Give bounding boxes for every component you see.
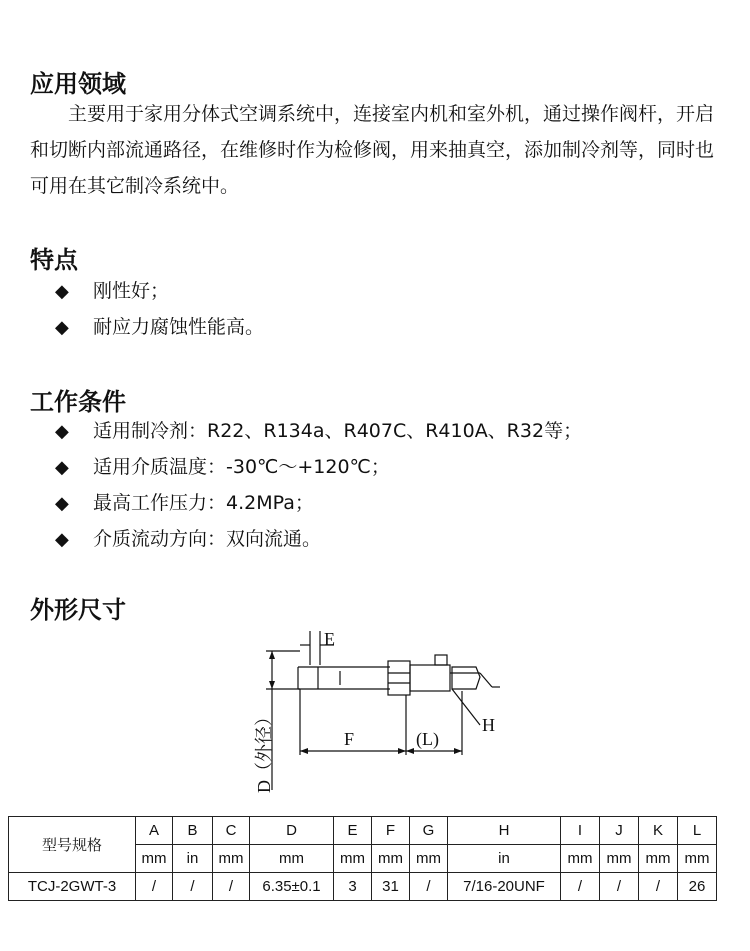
unit-cell: mm (678, 845, 717, 873)
f-label: F (344, 729, 355, 749)
diamond-bullet-icon: ◆ (55, 317, 69, 338)
h-leader-line (452, 689, 480, 725)
column-header: C (213, 817, 250, 845)
features-list (55, 273, 264, 345)
value-cell: 31 (372, 873, 410, 901)
list-item: ◆ 适用介质温度：-30℃～+120℃； (55, 449, 582, 485)
dimensions-title: 外形尺寸 (30, 596, 126, 624)
e-label: E (324, 629, 335, 649)
valve-dimension-drawing (230, 625, 510, 800)
table-row (9, 873, 717, 901)
value-cell: / (173, 873, 213, 901)
value-cell: / (136, 873, 173, 901)
conditions-title: 工作条件 (30, 388, 126, 416)
table-header-row (9, 817, 717, 845)
unit-cell: mm (213, 845, 250, 873)
column-header: J (600, 817, 639, 845)
diamond-bullet-icon: ◆ (55, 421, 69, 442)
application-text: 主要用于家用分体式空调系统中，连接室内机和室外机，通过操作阀杆，开启和切断内部流通路径，在维修时作为检修阀，用来抽真空，添加制冷剂等，同时也可用在其它制冷系统中。 (30, 103, 715, 197)
unit-cell: mm (639, 845, 678, 873)
value-cell: / (213, 873, 250, 901)
value-cell: 7/16-20UNF (448, 873, 561, 901)
unit-cell: mm (136, 845, 173, 873)
diamond-bullet-icon: ◆ (55, 457, 69, 478)
flare-cap (452, 667, 480, 689)
column-header: H (448, 817, 561, 845)
column-header: B (173, 817, 213, 845)
value-cell: / (600, 873, 639, 901)
unit-cell: in (448, 845, 561, 873)
list-item: ◆ 适用制冷剂：R22、R134a、R407C、R410A、R32等； (55, 413, 582, 449)
column-header: I (561, 817, 600, 845)
column-header: E (334, 817, 372, 845)
unit-cell: mm (372, 845, 410, 873)
value-cell: / (561, 873, 600, 901)
l-label: (L) (416, 729, 439, 749)
unit-cell: mm (410, 845, 448, 873)
valve-body (410, 665, 450, 691)
column-header: L (678, 817, 717, 845)
column-header: K (639, 817, 678, 845)
column-header: A (136, 817, 173, 845)
h-label: H (482, 715, 495, 735)
list-item: ◆ 刚性好； (55, 273, 264, 309)
value-cell: 6.35±0.1 (250, 873, 334, 901)
unit-cell: mm (334, 845, 372, 873)
application-paragraph (30, 96, 730, 204)
unit-cell: mm (561, 845, 600, 873)
value-cell: 3 (334, 873, 372, 901)
unit-cell: in (173, 845, 213, 873)
diamond-bullet-icon: ◆ (55, 281, 69, 302)
d-label: D（外径） (254, 708, 274, 793)
application-title: 应用领域 (30, 70, 126, 98)
list-item: ◆ 最高工作压力：4.2MPa； (55, 485, 582, 521)
fitting-nut (388, 661, 410, 695)
diamond-bullet-icon: ◆ (55, 529, 69, 550)
column-header: G (410, 817, 448, 845)
column-header: D (250, 817, 334, 845)
value-cell: / (639, 873, 678, 901)
list-item: ◆ 耐应力腐蚀性能高。 (55, 309, 264, 345)
conditions-list (55, 413, 582, 557)
features-title: 特点 (30, 246, 78, 274)
spec-table (8, 816, 717, 901)
diamond-bullet-icon: ◆ (55, 493, 69, 514)
value-cell: / (410, 873, 448, 901)
model-header: 型号规格 (9, 817, 136, 873)
model-cell: TCJ-2GWT-3 (9, 873, 136, 901)
list-item: ◆ 介质流动方向：双向流通。 (55, 521, 582, 557)
unit-cell: mm (600, 845, 639, 873)
unit-cell: mm (250, 845, 334, 873)
value-cell: 26 (678, 873, 717, 901)
column-header: F (372, 817, 410, 845)
